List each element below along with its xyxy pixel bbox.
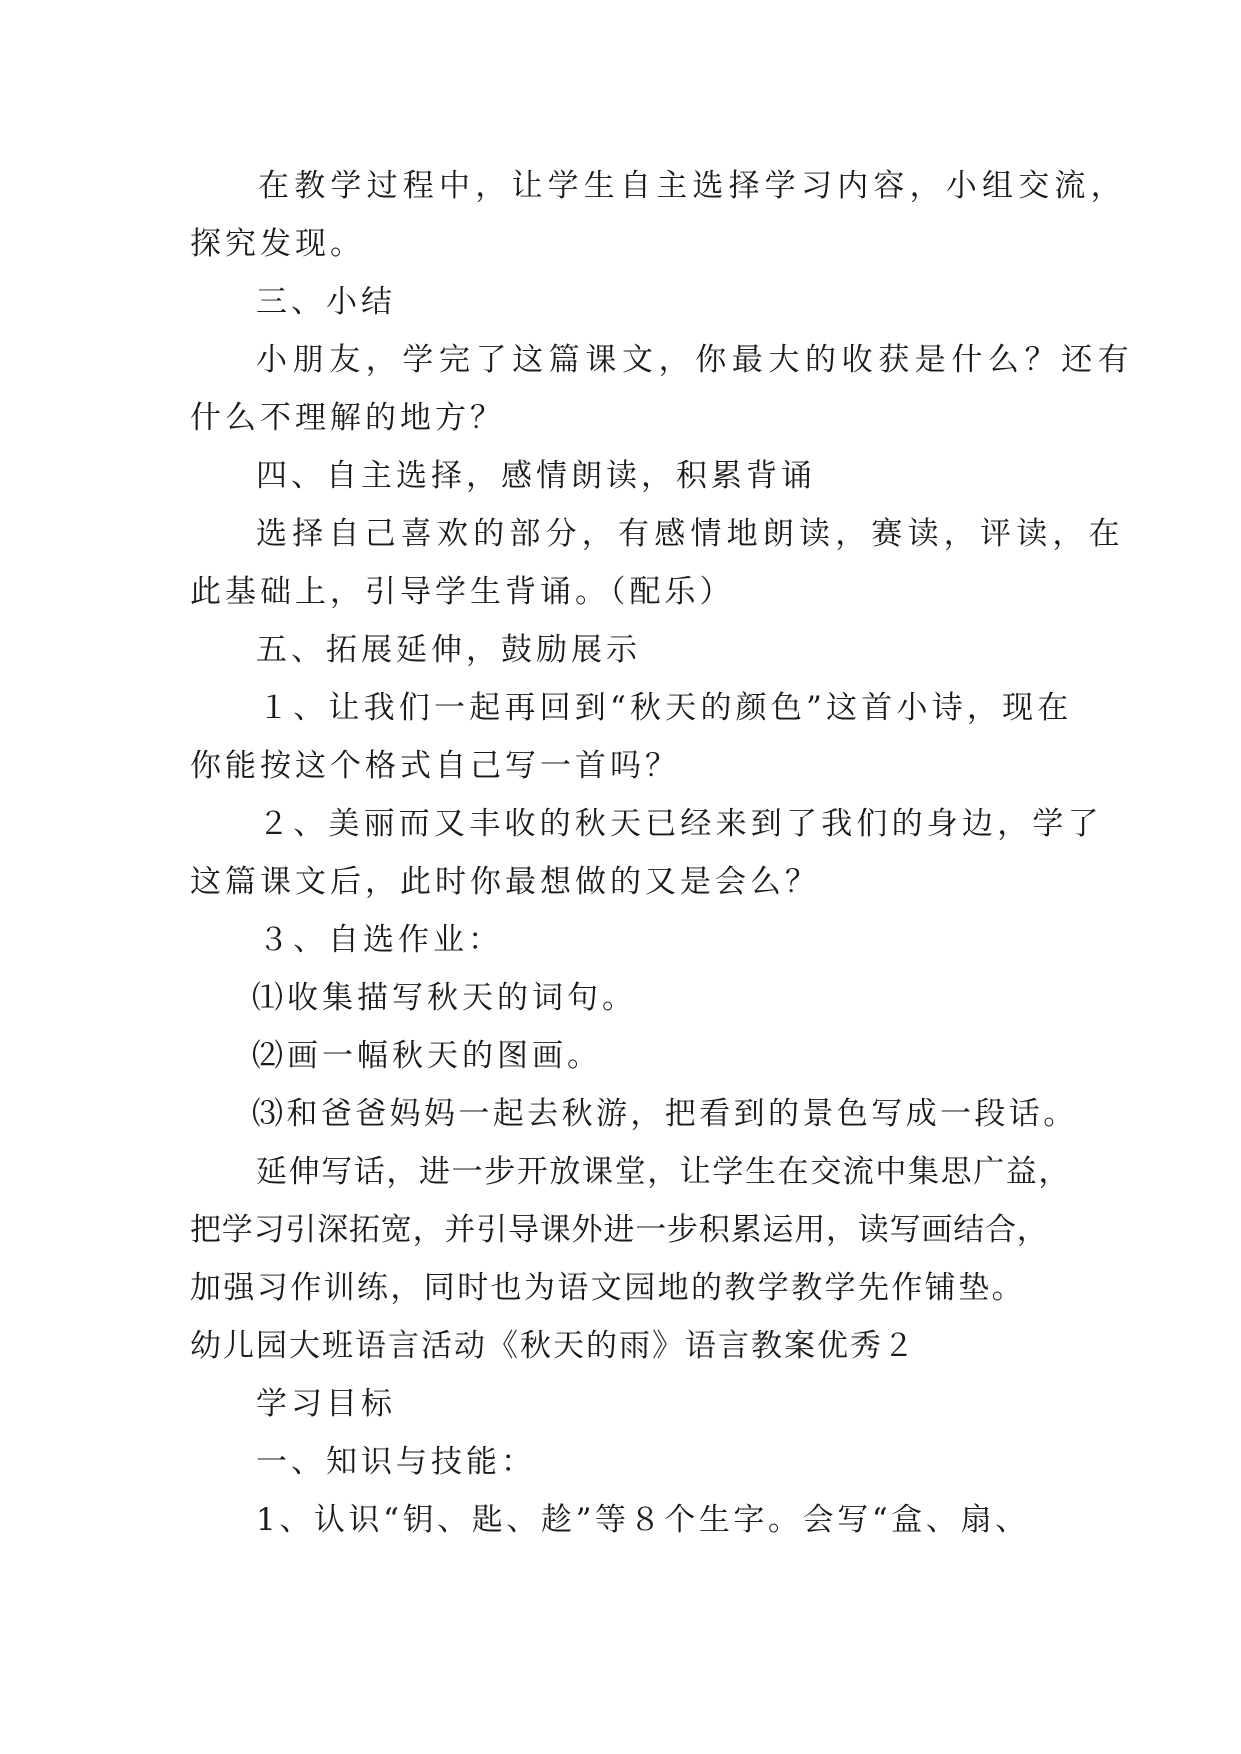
paragraph-line: 把学习引深拓宽，并引导课外进一步积累运用，读写画结合， <box>190 1212 1049 1248</box>
paragraph-line: ３、自选作业： <box>258 922 503 958</box>
paragraph-line: １、让我们一起再回到“秋天的颜色”这首小诗，现在 <box>258 690 1073 726</box>
paragraph-line: 这篇课文后，此时你最想做的又是会么？ <box>190 864 820 900</box>
paragraph-line: 1、认识“钥、匙、趁”等８个生字。会写“盒、扇、 <box>256 1502 1030 1538</box>
list-item: ⑴收集描写秋天的词句。 <box>252 980 637 1016</box>
section-heading: 五、拓展延伸，鼓励展示 <box>256 632 641 668</box>
paragraph-line: 延伸写话，进一步开放课堂，让学生在交流中集思广益， <box>256 1154 1071 1190</box>
paragraph-line: 此基础上，引导学生背诵。（配乐） <box>190 574 735 610</box>
paragraph-line: ２、美丽而又丰收的秋天已经来到了我们的身边，学了 <box>258 806 1103 842</box>
paragraph-line: 加强习作训练，同时也为语文园地的教学教学先作铺垫。 <box>190 1270 1025 1306</box>
paragraph-line: 你能按这个格式自己写一首吗？ <box>190 748 680 784</box>
paragraph-line: 探究发现。 <box>190 226 365 262</box>
document-title: 幼儿园大班语言活动《秋天的雨》语言教案优秀２ <box>190 1328 916 1364</box>
section-heading: 学习目标 <box>256 1386 396 1422</box>
section-heading: 三、小结 <box>256 284 396 320</box>
section-heading: 一、知识与技能： <box>256 1444 536 1480</box>
list-item: ⑶和爸爸妈妈一起去秋游，把看到的景色写成一段话。 <box>252 1096 1078 1132</box>
paragraph-line: 选择自己喜欢的部分，有感情地朗读，赛读，评读，在 <box>256 516 1125 552</box>
paragraph-line: 在教学过程中，让学生自主选择学习内容，小组交流， <box>258 168 1127 204</box>
list-item: ⑵画一幅秋天的图画。 <box>252 1038 602 1074</box>
paragraph-line: 小朋友，学完了这篇课文，你最大的收获是什么？还有 <box>256 342 1135 378</box>
section-heading: 四、自主选择，感情朗读，积累背诵 <box>256 458 816 494</box>
paragraph-line: 什么不理解的地方？ <box>190 400 505 436</box>
